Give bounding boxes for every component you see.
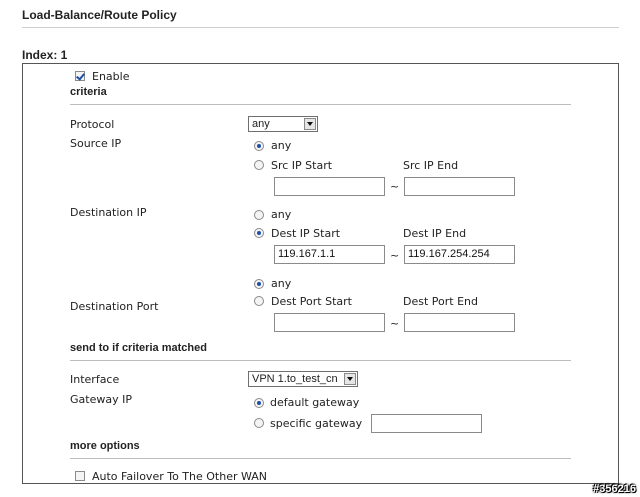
criteria-divider	[70, 104, 571, 105]
destination-ip-start-label: Dest IP Start	[271, 227, 341, 240]
criteria-heading: criteria	[70, 86, 107, 98]
destination-port-range-separator: ~	[390, 317, 400, 330]
destination-port-start-input[interactable]	[274, 313, 385, 332]
source-ip-range-radio[interactable]	[254, 160, 264, 170]
destination-port-any-radio[interactable]	[254, 279, 264, 289]
destination-port-any-label: any	[271, 277, 292, 290]
source-ip-any-radio[interactable]	[254, 141, 264, 151]
interface-select[interactable]	[248, 371, 358, 387]
destination-ip-any-radio[interactable]	[254, 210, 264, 220]
chevron-down-icon	[344, 373, 356, 385]
source-ip-start-label: Src IP Start	[271, 159, 333, 172]
more-options-heading: more options	[70, 440, 140, 452]
protocol-select-value: any	[252, 118, 270, 130]
default-gateway-label: default gateway	[270, 396, 360, 409]
destination-port-label: Destination Port	[70, 300, 159, 313]
source-ip-label: Source IP	[70, 137, 122, 150]
enable-label: Enable	[92, 70, 130, 83]
destination-ip-range-separator: ~	[390, 249, 400, 262]
source-ip-end-label: Src IP End	[403, 159, 459, 172]
destination-port-end-label: Dest Port End	[403, 295, 478, 308]
destination-ip-range-radio[interactable]	[254, 228, 264, 238]
more-options-divider	[70, 458, 571, 459]
auto-failover-checkbox[interactable]	[75, 471, 85, 481]
destination-ip-end-input[interactable]: 119.167.254.254	[404, 245, 515, 264]
specific-gateway-radio[interactable]	[254, 418, 264, 428]
send-heading: send to if criteria matched	[70, 342, 207, 354]
chevron-down-icon	[304, 118, 316, 130]
default-gateway-radio[interactable]	[254, 398, 264, 408]
source-ip-range-separator: ~	[390, 180, 400, 193]
auto-failover-label: Auto Failover To The Other WAN	[92, 470, 268, 483]
watermark: #356216	[593, 483, 636, 495]
enable-checkbox[interactable]	[75, 71, 85, 81]
interface-label: Interface	[70, 373, 120, 386]
source-ip-any-label: any	[271, 139, 292, 152]
destination-ip-end-label: Dest IP End	[403, 227, 467, 240]
destination-ip-start-input[interactable]: 119.167.1.1	[274, 245, 385, 264]
page-title: Load-Balance/Route Policy	[22, 8, 177, 22]
source-ip-start-input[interactable]	[274, 177, 385, 196]
destination-ip-label: Destination IP	[70, 206, 147, 219]
protocol-select[interactable]	[248, 116, 318, 132]
specific-gateway-input[interactable]	[371, 414, 482, 433]
protocol-label: Protocol	[70, 118, 115, 131]
destination-port-range-radio[interactable]	[254, 296, 264, 306]
source-ip-end-input[interactable]	[404, 177, 515, 196]
destination-ip-any-label: any	[271, 208, 292, 221]
destination-port-start-label: Dest Port Start	[271, 295, 352, 308]
gateway-ip-label: Gateway IP	[70, 393, 132, 406]
send-divider	[70, 360, 571, 361]
index-label: Index: 1	[22, 48, 68, 62]
specific-gateway-label: specific gateway	[270, 417, 363, 430]
destination-port-end-input[interactable]	[404, 313, 515, 332]
title-divider	[22, 27, 619, 28]
interface-select-value: VPN 1.to_test_cn	[252, 373, 338, 385]
